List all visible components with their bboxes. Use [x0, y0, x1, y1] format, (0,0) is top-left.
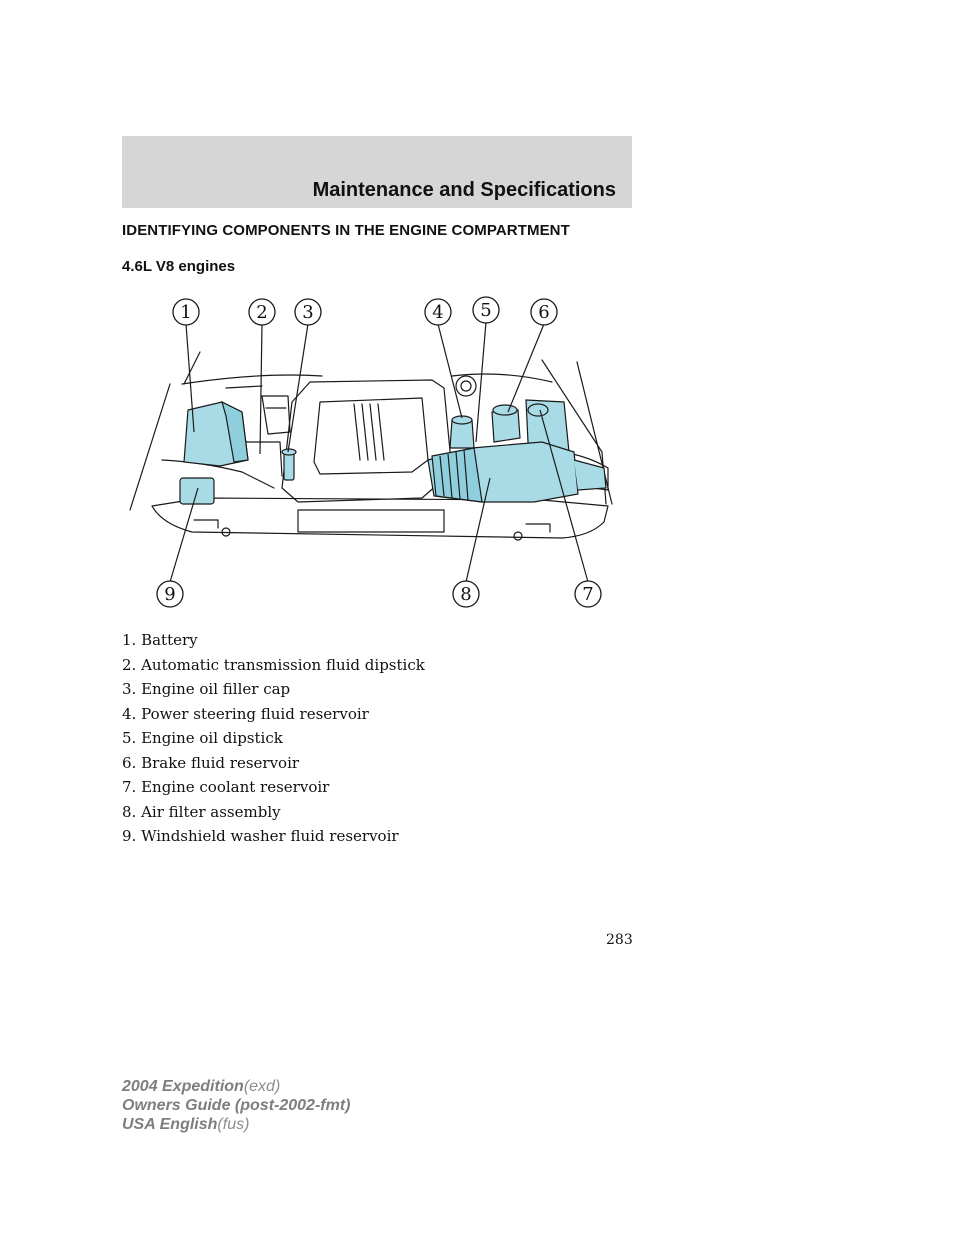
page-heading: IDENTIFYING COMPONENTS IN THE ENGINE COMPARTMENT: [122, 222, 570, 239]
callout-label-9: 9: [164, 584, 176, 605]
header-band: [122, 136, 632, 208]
legend-item: 4. Power steering fluid reservoir: [122, 704, 369, 723]
component-legend: [122, 628, 425, 849]
footer-line-1: [122, 1077, 350, 1096]
page-number: 283: [606, 932, 633, 948]
callout-label-2: 2: [256, 302, 268, 323]
legend-item: 7. Engine coolant reservoir: [122, 778, 330, 796]
callout-5: [473, 297, 499, 323]
engine-subheading: 4.6L V8 engines: [122, 258, 236, 275]
legend-item: 2. Automatic transmission fluid dipstick: [122, 655, 425, 674]
callout-7: [575, 581, 601, 607]
document-footer: [122, 1077, 350, 1134]
callout-1: [173, 299, 199, 325]
callout-6: [531, 299, 557, 325]
footer-line-2: [122, 1096, 350, 1115]
radiator-opening: [298, 510, 444, 532]
callout-label-3: 3: [302, 302, 314, 323]
callout-label-8: 8: [460, 584, 472, 605]
callout-label-6: 6: [538, 302, 550, 323]
oil-filler-cap: [284, 452, 294, 480]
legend-item: 1. Battery: [122, 631, 198, 649]
callout-9: [157, 581, 183, 607]
callout-label-7: 7: [582, 584, 594, 605]
callout-3: [295, 299, 321, 325]
footer-guide: Owners Guide (post-2002-fmt): [122, 1097, 351, 1114]
footer-language: USA English: [122, 1116, 218, 1133]
legend-item: 5. Engine oil dipstick: [122, 729, 283, 747]
callout-label-4: 4: [432, 302, 444, 323]
legend-item: 9. Windshield washer fluid reservoir: [122, 827, 399, 845]
callout-label-1: 1: [180, 302, 192, 323]
footer-model: 2004 Expedition: [122, 1078, 244, 1095]
footer-model-code: (exd): [243, 1078, 281, 1095]
engine-compartment-diagram: [122, 292, 632, 614]
legend-item: 6. Brake fluid reservoir: [122, 753, 300, 772]
callout-label-5: 5: [480, 300, 492, 321]
callout-2: [249, 299, 275, 325]
callout-8: [453, 581, 479, 607]
section-title: Maintenance and Specifications: [312, 179, 616, 201]
footer-language-code: (fus): [217, 1116, 250, 1133]
legend-item: 8. Air filter assembly: [122, 802, 281, 821]
callout-4: [425, 299, 451, 325]
footer-line-3: [122, 1115, 350, 1134]
legend-item: 3. Engine oil filler cap: [122, 680, 291, 698]
